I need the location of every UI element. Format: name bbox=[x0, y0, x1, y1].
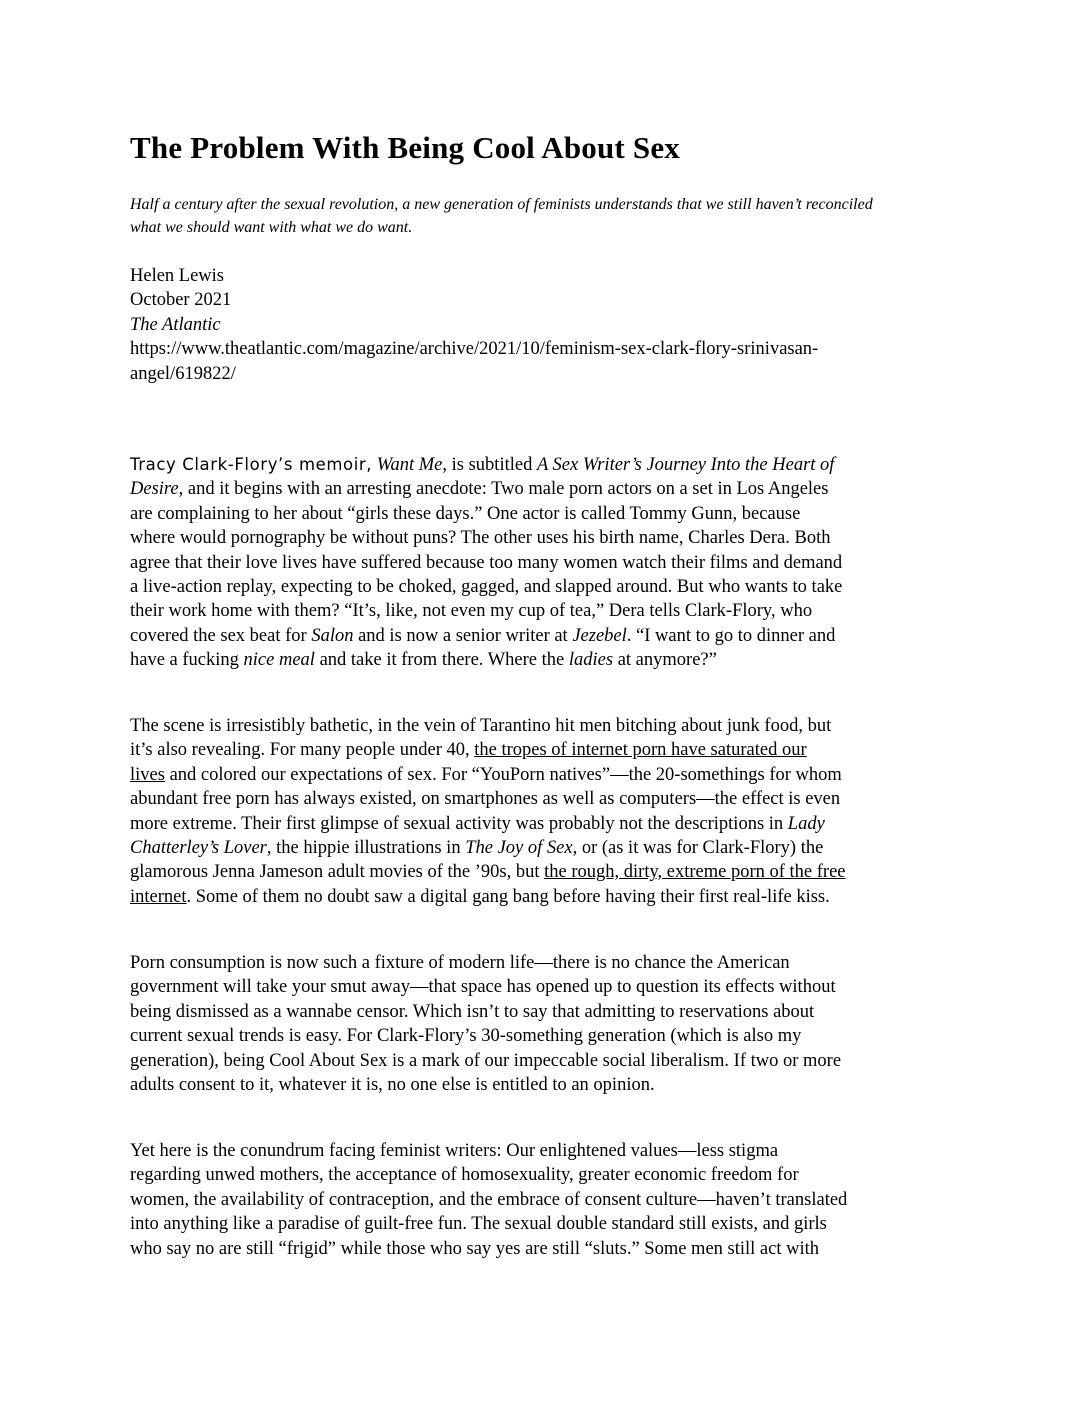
text-line bbox=[130, 1073, 960, 1097]
text-line bbox=[130, 812, 960, 836]
italic-text: A Sex Writer’s Journey Into the Heart of bbox=[536, 455, 835, 475]
text-line bbox=[130, 1000, 960, 1024]
text-line bbox=[130, 551, 960, 575]
text-line bbox=[130, 951, 960, 975]
text-run: are complaining to her about “girls these days.” One actor is called Tommy Gunn, because bbox=[130, 503, 801, 524]
italic-text: Lady bbox=[787, 813, 825, 834]
text-run: women, the availability of contraception, and the embrace of consent culture—haven’t translated bbox=[130, 1189, 848, 1210]
text-line bbox=[130, 1212, 960, 1236]
italic-text: Chatterley’s Lover bbox=[130, 838, 267, 859]
subtitle-line: what we should want with what we do want. bbox=[130, 219, 413, 236]
text-line bbox=[130, 526, 960, 550]
text-run: who say no are still “frigid” while those who say yes are still “sluts.” Some men still act with bbox=[130, 1238, 819, 1259]
publication-name: The Atlantic bbox=[130, 314, 221, 335]
text-run: covered the sex beat for bbox=[130, 625, 312, 646]
text-run: , is subtitled bbox=[442, 455, 537, 475]
text-line bbox=[130, 1139, 960, 1163]
paragraph-4 bbox=[130, 1139, 960, 1261]
text-run: glamorous Jenna Jameson adult movies of the ’90s, but bbox=[130, 862, 545, 883]
text-line bbox=[130, 763, 960, 787]
text-run: where would pornography be without puns? The other uses his birth name, Charles Dera. Both bbox=[130, 528, 831, 549]
text-run: abundant free porn has always existed, on smartphones as well as computers—the effect is even bbox=[130, 789, 841, 810]
hyperlink[interactable]: internet bbox=[130, 886, 187, 907]
italic-text: Salon bbox=[311, 625, 354, 646]
article-title: The Problem With Being Cool About Sex bbox=[130, 130, 680, 165]
italic-text: Jezebel bbox=[572, 625, 627, 646]
paragraph-1 bbox=[130, 453, 960, 673]
text-line bbox=[130, 575, 960, 599]
text-run: Yet here is the conundrum facing feminist writers: Our enlightened values—less stigma bbox=[130, 1141, 779, 1161]
text-line bbox=[130, 885, 960, 909]
text-run: at anymore?” bbox=[613, 650, 717, 671]
text-run: being dismissed as a wannabe censor. Which isn’t to say that admitting to reservations about bbox=[130, 1001, 815, 1022]
text-line bbox=[130, 453, 960, 477]
text-run: The scene is irresistibly bathetic, in the vein of Tarantino hit men bitching about junk food, but bbox=[130, 716, 832, 736]
italic-text: nice meal bbox=[243, 650, 315, 671]
text-run: into anything like a paradise of guilt-free fun. The sexual double standard still exists, and girls bbox=[130, 1214, 827, 1235]
text-line bbox=[130, 1049, 960, 1073]
author-name: Helen Lewis bbox=[130, 266, 225, 286]
italic-text: The Joy of Sex bbox=[465, 838, 573, 859]
paragraph-2 bbox=[130, 714, 960, 909]
text-line bbox=[130, 1024, 960, 1048]
text-run: , and it begins with an arresting anecdote: Two male porn actors on a set in Los Angeles bbox=[178, 479, 829, 500]
source-url-continued[interactable]: angel/619822/ bbox=[130, 363, 236, 384]
text-run: generation), being Cool About Sex is a mark of our impeccable social liberalism. If two or more bbox=[130, 1050, 842, 1071]
text-line bbox=[130, 1188, 960, 1212]
text-line bbox=[130, 860, 960, 884]
text-run: government will take your smut away—that space has opened up to question its effects without bbox=[130, 977, 836, 998]
text-line bbox=[130, 738, 960, 762]
text-line bbox=[130, 975, 960, 999]
text-run: and colored our expectations of sex. For “YouPorn natives”—the 20-somethings for whom bbox=[164, 764, 842, 785]
italic-text: Want Me bbox=[376, 455, 443, 475]
text-line bbox=[130, 787, 960, 811]
text-run: more extreme. Their first glimpse of sexual activity was probably not the descriptions in bbox=[130, 813, 788, 834]
text-line bbox=[130, 599, 960, 623]
text-run: their work home with them? “It’s, like, not even my cup of tea,” Dera tells Clark-Flory, who bbox=[130, 601, 813, 622]
italic-text: ladies bbox=[568, 650, 614, 671]
text-run: have a fucking bbox=[130, 650, 244, 671]
text-line bbox=[130, 477, 960, 501]
italic-text: Desire bbox=[130, 479, 179, 500]
text-run: current sexual trends is easy. For Clark-Flory’s 30-something generation (which is also my bbox=[130, 1026, 802, 1047]
article-meta bbox=[130, 264, 960, 386]
subtitle-line: Half a century after the sexual revolution, a new generation of feminists understands that we still haven’t reconciled bbox=[130, 196, 873, 213]
text-line bbox=[130, 648, 960, 672]
text-run: and take it from there. Where the bbox=[314, 650, 569, 671]
text-run: . “I want to go to dinner and bbox=[626, 625, 836, 646]
text-run: , or (as it was for Clark-Flory) the bbox=[572, 838, 824, 859]
text-line bbox=[130, 502, 960, 526]
publication-date: October 2021 bbox=[130, 290, 232, 311]
text-run: regarding unwed mothers, the acceptance of homosexuality, greater economic freedom for bbox=[130, 1165, 799, 1186]
text-run: adults consent to it, whatever it is, no one else is entitled to an opinion. bbox=[130, 1075, 655, 1096]
paragraph-3 bbox=[130, 951, 960, 1097]
text-run: it’s also revealing. For many people under 40, bbox=[130, 740, 475, 761]
text-run: agree that their love lives have suffered because too many women watch their films and demand bbox=[130, 552, 843, 573]
text-line bbox=[130, 1237, 960, 1261]
text-run: a live-action replay, expecting to be choked, gagged, and slapped around. But who wants to take bbox=[130, 577, 843, 598]
text-run: and is now a senior writer at bbox=[353, 625, 573, 646]
hyperlink[interactable]: lives bbox=[130, 764, 165, 785]
text-run: . Some of them no doubt saw a digital gang bang before having their first real-life kiss. bbox=[186, 886, 830, 907]
text-line bbox=[130, 624, 960, 648]
hyperlink[interactable]: the tropes of internet porn have saturated our bbox=[474, 740, 807, 761]
text-line bbox=[130, 836, 960, 860]
source-url[interactable]: https://www.theatlantic.com/magazine/archive/2021/10/feminism-sex-clark-flory-srinivasan- bbox=[130, 339, 819, 360]
text-run: , the hippie illustrations in bbox=[266, 838, 466, 859]
text-line bbox=[130, 714, 960, 738]
hyperlink[interactable]: the rough, dirty, extreme porn of the free bbox=[544, 862, 846, 883]
text-line bbox=[130, 1163, 960, 1187]
article-subtitle bbox=[130, 193, 950, 239]
text-run: Porn consumption is now such a fixture of modern life—there is no chance the American bbox=[130, 953, 790, 973]
lead-in-text: Tracy Clark-Flory’s memoir, bbox=[130, 455, 373, 474]
